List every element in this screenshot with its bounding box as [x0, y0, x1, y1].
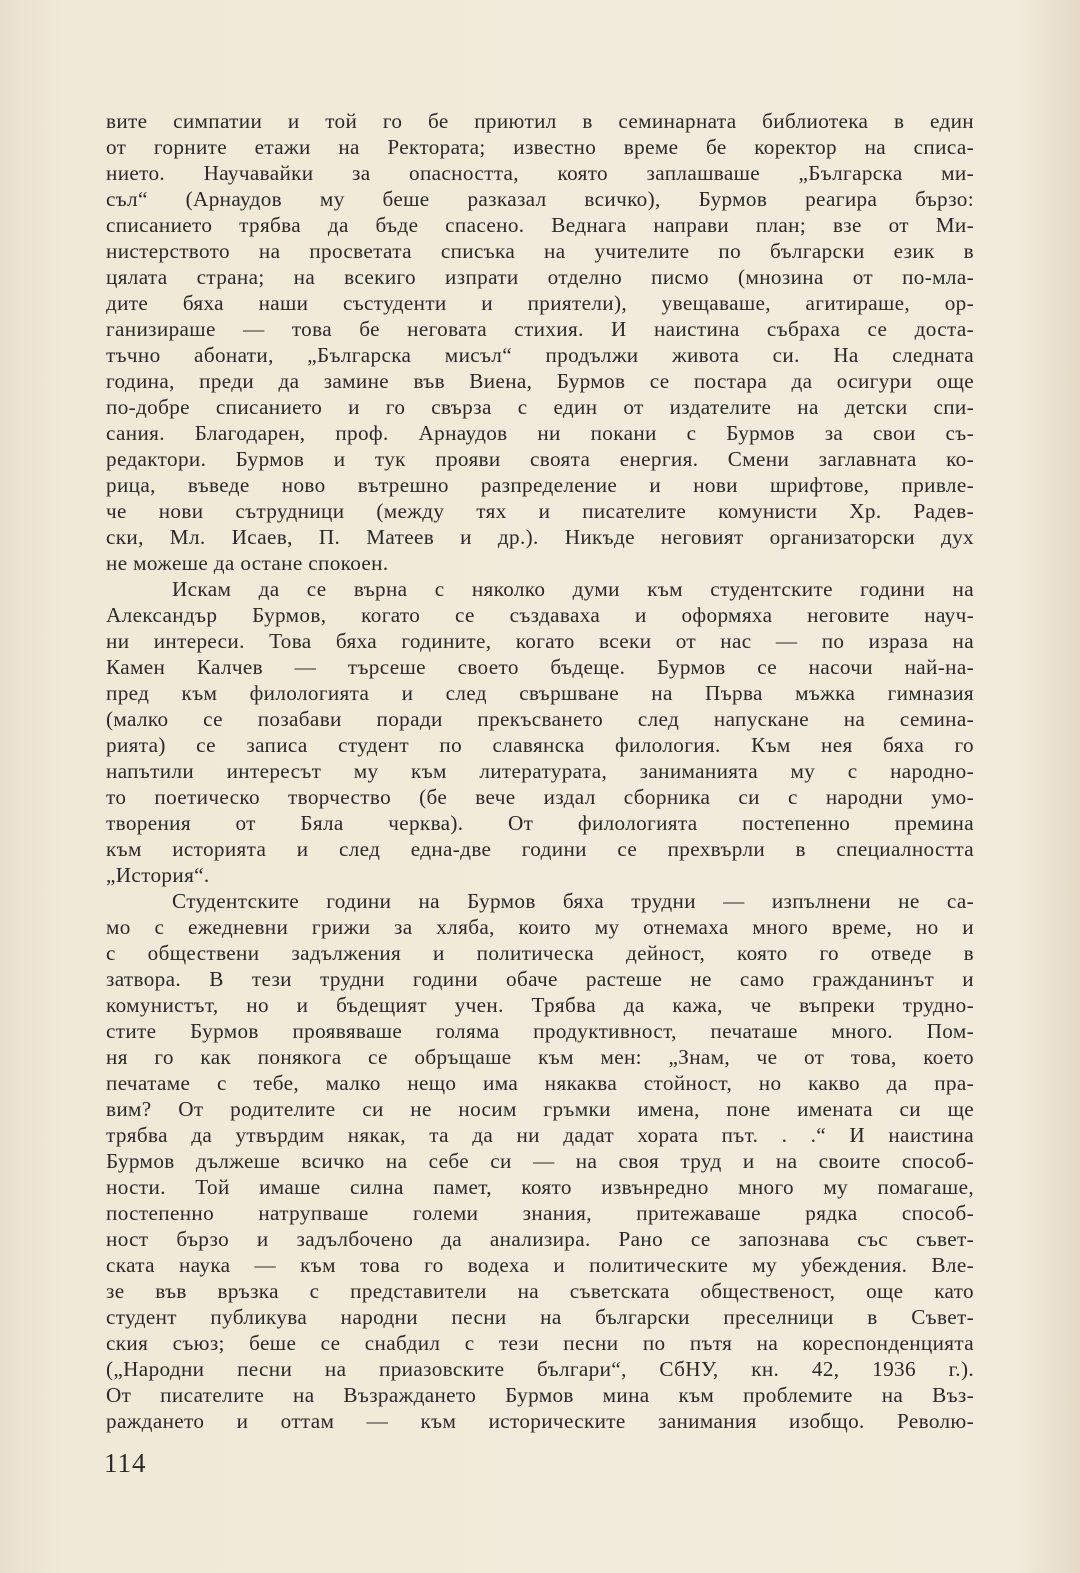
text-line: ската наука — към това го водеха и политическите му убеждения. Вле-	[106, 1253, 974, 1277]
text-line: вите симпатии и той го бе приютил в семинарната библиотека в един	[106, 109, 974, 133]
text-line: че нови сътрудници (между тях и писателите комунисти Хр. Радев-	[106, 499, 974, 523]
text-line: не можеше да остане спокоен.	[106, 551, 389, 575]
text-line: списанието трябва да бъде спасено. Веднага направи план; взе от Ми-	[106, 213, 974, 237]
text-line: от горните етажи на Ректората; известно време бе коректор на списа-	[106, 135, 974, 159]
text-line: мо с ежедневни грижи за хляба, които му отнемаха много време, но и	[106, 915, 974, 939]
text-line: с обществени задължения и политическа дейност, която го отведе в	[106, 941, 974, 965]
paragraph-2	[106, 576, 974, 888]
text-line: по-добре списанието и го свърза с един от издателите на детски спи-	[106, 395, 974, 419]
text-line: печатаме с тебе, малко нещо има някаква стойност, но какво да пра-	[106, 1071, 974, 1095]
text-line: ност бързо и задълбочено да анализира. Рано се запознава със съвет-	[106, 1227, 974, 1251]
text-line: нието. Научавайки за опасността, която заплашваше „Българска ми-	[106, 161, 974, 185]
text-line: ня го как понякога се обръщаше към мен: „Знам, че от това, което	[106, 1045, 974, 1069]
text-line: пред към филологията и след свършване на Първа мъжка гимназия	[106, 681, 974, 705]
text-line: сания. Благодарен, проф. Арнаудов ни покани с Бурмов за свои съ-	[106, 421, 974, 445]
text-line: ския съюз; беше се снабдил с тези песни по пътя на кореспонденцията	[106, 1331, 974, 1355]
text-line: („Народни песни на приазовските българи“, СбНУ, кн. 42, 1936 г.).	[106, 1357, 974, 1381]
text-line: студент публикува народни песни на български преселници в Съвет-	[106, 1305, 974, 1329]
text-line: зе във връзка с представители на съветската общественост, още като	[106, 1279, 974, 1303]
text-line: нистерството на просветата списъка на учителите по български език в	[106, 239, 974, 263]
text-line: Искам да се върна с няколко думи към студентските години на	[172, 577, 974, 601]
text-line: ганизираше — това бе неговата стихия. И наистина събраха се доста-	[106, 317, 974, 341]
text-line: Студентските години на Бурмов бяха трудни — изпълнени не са-	[172, 889, 974, 913]
text-line: От писателите на Възраждането Бурмов мина към проблемите на Въз-	[106, 1383, 974, 1407]
text-line: дите бяха наши състуденти и приятели), увещаваше, агитираше, ор-	[106, 291, 974, 315]
text-line: „История“.	[106, 863, 210, 887]
page-number: 114	[104, 1448, 147, 1478]
text-line: комунистът, но и бъдещият учен. Трябва да кажа, че въпреки трудно-	[106, 993, 974, 1017]
paragraph-3	[106, 888, 974, 1434]
text-line: Александър Бурмов, когато се създаваха и оформяха неговите науч-	[106, 603, 974, 627]
text-line: тъчно абонати, „Българска мисъл“ продължи живота си. На следната	[106, 343, 974, 367]
text-line: ни интереси. Това бяха годините, когато всеки от нас — по израза на	[106, 629, 974, 653]
text-line: цялата страна; на всекиго изпрати отделно писмо (мнозина от по-мла-	[106, 265, 974, 289]
text-line: трябва да утвърдим някак, та да ни дадат хората път. . .“ И наистина	[106, 1123, 974, 1147]
text-line: постепенно натрупваше големи знания, притежаваше рядка способ-	[106, 1201, 974, 1225]
paragraph-1	[106, 108, 974, 576]
text-line: раждането и оттам — към историческите занимания изобщо. Револю-	[106, 1409, 974, 1433]
text-line: творения от Бяла черква). От филологията постепенно премина	[106, 811, 974, 835]
text-line: затвора. В тези трудни години обаче растеше не само гражданинът и	[106, 967, 974, 991]
text-line: към историята и след една-две години се прехвърли в специалността	[106, 837, 974, 861]
text-line: ски, Мл. Исаев, П. Матеев и др.). Никъде неговият организаторски дух	[106, 525, 974, 549]
text-line: напътили интересът му към литературата, заниманията му с народно-	[106, 759, 974, 783]
body-text	[106, 108, 974, 1434]
text-line: Камен Калчев — търсеше своето бъдеще. Бурмов се насочи най-на-	[106, 655, 974, 679]
text-line: ности. Той имаше силна памет, която извънредно много му помагаше,	[106, 1175, 974, 1199]
text-line: вим? От родителите си не носим гръмки имена, поне имената си ще	[106, 1097, 974, 1121]
text-line: (малко се позабави поради прекъсването след напускане на семина-	[106, 707, 974, 731]
text-line: стите Бурмов проявяваше голяма продуктивност, печаташе много. Пом-	[106, 1019, 974, 1043]
text-line: то поетическо творчество (бе вече издал сборника си с народни умо-	[106, 785, 974, 809]
text-line: редактори. Бурмов и тук прояви своята енергия. Смени заглавната ко-	[106, 447, 974, 471]
text-line: рица, въведе ново вътрешно разпределение и нови шрифтове, привле-	[106, 473, 974, 497]
text-line: съл“ (Арнаудов му беше разказал всичко), Бурмов реагира бързо:	[106, 187, 974, 211]
text-line: рията) се записа студент по славянска филология. Към нея бяха го	[106, 733, 974, 757]
text-line: Бурмов дължеше всичко на себе си — на своя труд и на своите способ-	[106, 1149, 974, 1173]
text-line: година, преди да замине във Виена, Бурмов се постара да осигури още	[106, 369, 974, 393]
